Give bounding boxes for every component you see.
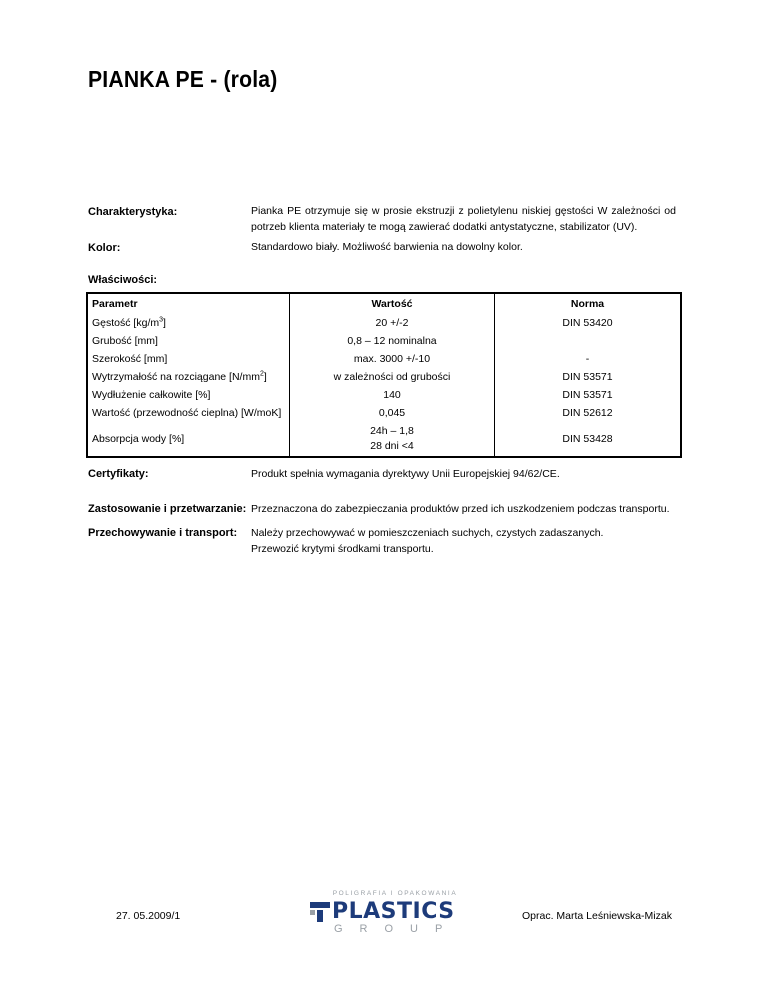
logo-wordmark: PLASTICS xyxy=(332,899,455,924)
charakterystyka-label: Charakterystyka: xyxy=(88,206,178,218)
value-cell: 0,8 – 12 nominalna xyxy=(290,332,495,350)
table-row xyxy=(87,332,681,350)
footer-date: 27. 05.2009/1 xyxy=(116,910,181,922)
zastosowanie-label: Zastosowanie i przetwarzanie: xyxy=(88,503,247,515)
value-cell: max. 3000 +/-10 xyxy=(290,350,495,368)
table-row xyxy=(87,404,681,422)
param-cell: Grubość [mm] xyxy=(87,332,290,350)
footer-author: Oprac. Marta Leśniewska-Mizak xyxy=(522,910,672,922)
norm-cell: DIN 52612 xyxy=(562,407,613,419)
logo-group: GROUP xyxy=(334,923,460,935)
table-header-row xyxy=(87,293,681,314)
value-cell: 0,045 xyxy=(290,404,495,422)
certyfikaty-label: Certyfikaty: xyxy=(88,468,149,480)
logo-mark-icon xyxy=(310,902,330,922)
param-cell: Wartość (przewodność cieplna) [W/moK] xyxy=(87,404,290,422)
param-cell: Wydłużenie całkowite [%] xyxy=(87,386,290,404)
przechowywanie-label: Przechowywanie i transport: xyxy=(88,527,238,539)
wlasciwosci-label: Właściwości: xyxy=(88,274,158,286)
page-title: PIANKA PE - (rola) xyxy=(88,66,278,92)
table-row xyxy=(87,422,681,457)
param-cell: Gęstość $[kg/m^3]$ xyxy=(87,314,290,332)
przechowywanie-line1: Należy przechowywać w pomieszczeniach suchych, czystych zadaszanych. xyxy=(251,527,604,539)
table-row xyxy=(87,386,681,404)
charakterystyka-text: Pianka PE otrzymuje się w prosie ekstruzji z polietylenu niskiej gęstości W zależności od potrzeb klienta materiały te mogą zawierać dodatki antystatyczne, stabilizator (UV). xyxy=(251,205,676,233)
value-cell: 20 +/-2 xyxy=(290,314,495,332)
kolor-text: Standardowo biały. Możliwość barwienia na dowolny kolor. xyxy=(251,241,523,253)
value-cell: 24h – 1,8 28 dni <4 xyxy=(290,422,495,457)
table-row xyxy=(87,314,681,332)
norm-cell: - xyxy=(585,353,590,365)
param-cell: Wytrzymałość na rozciągane $[N/mm^2]$ xyxy=(87,368,290,386)
norm-cell xyxy=(495,332,682,350)
przechowywanie-line2: Przewozić krytymi środkami transportu. xyxy=(251,543,434,555)
header-norma: Norma xyxy=(570,298,605,310)
table-row xyxy=(87,350,681,368)
value-cell: w zależności od grubości xyxy=(290,368,495,386)
properties-table xyxy=(86,292,682,458)
param-cell: Absorpcja wody [%] xyxy=(87,422,290,457)
norm-cell: DIN 53571 xyxy=(562,389,613,401)
param-cell: Szerokość [mm] xyxy=(87,350,290,368)
header-wartosc: Wartość xyxy=(290,293,495,314)
certyfikaty-text: Produkt spełnia wymagania dyrektywy Unii Europejskiej 94/62/CE. xyxy=(251,468,560,480)
norm-cell: DIN 53571 xyxy=(562,371,613,383)
zastosowanie-text: Przeznaczona do zabezpieczania produktów przed ich uszkodzeniem podczas transportu. xyxy=(251,503,670,515)
value-cell: 140 xyxy=(290,386,495,404)
plastics-group-logo xyxy=(310,890,460,938)
kolor-label: Kolor: xyxy=(88,242,121,254)
logo-tagline: POLIGRAFIA I OPAKOWANIA xyxy=(332,890,458,897)
norm-cell: DIN 53428 xyxy=(562,432,613,445)
header-parametr: Parametr xyxy=(87,293,290,314)
norm-cell: DIN 53420 xyxy=(562,317,613,329)
table-row xyxy=(87,368,681,386)
